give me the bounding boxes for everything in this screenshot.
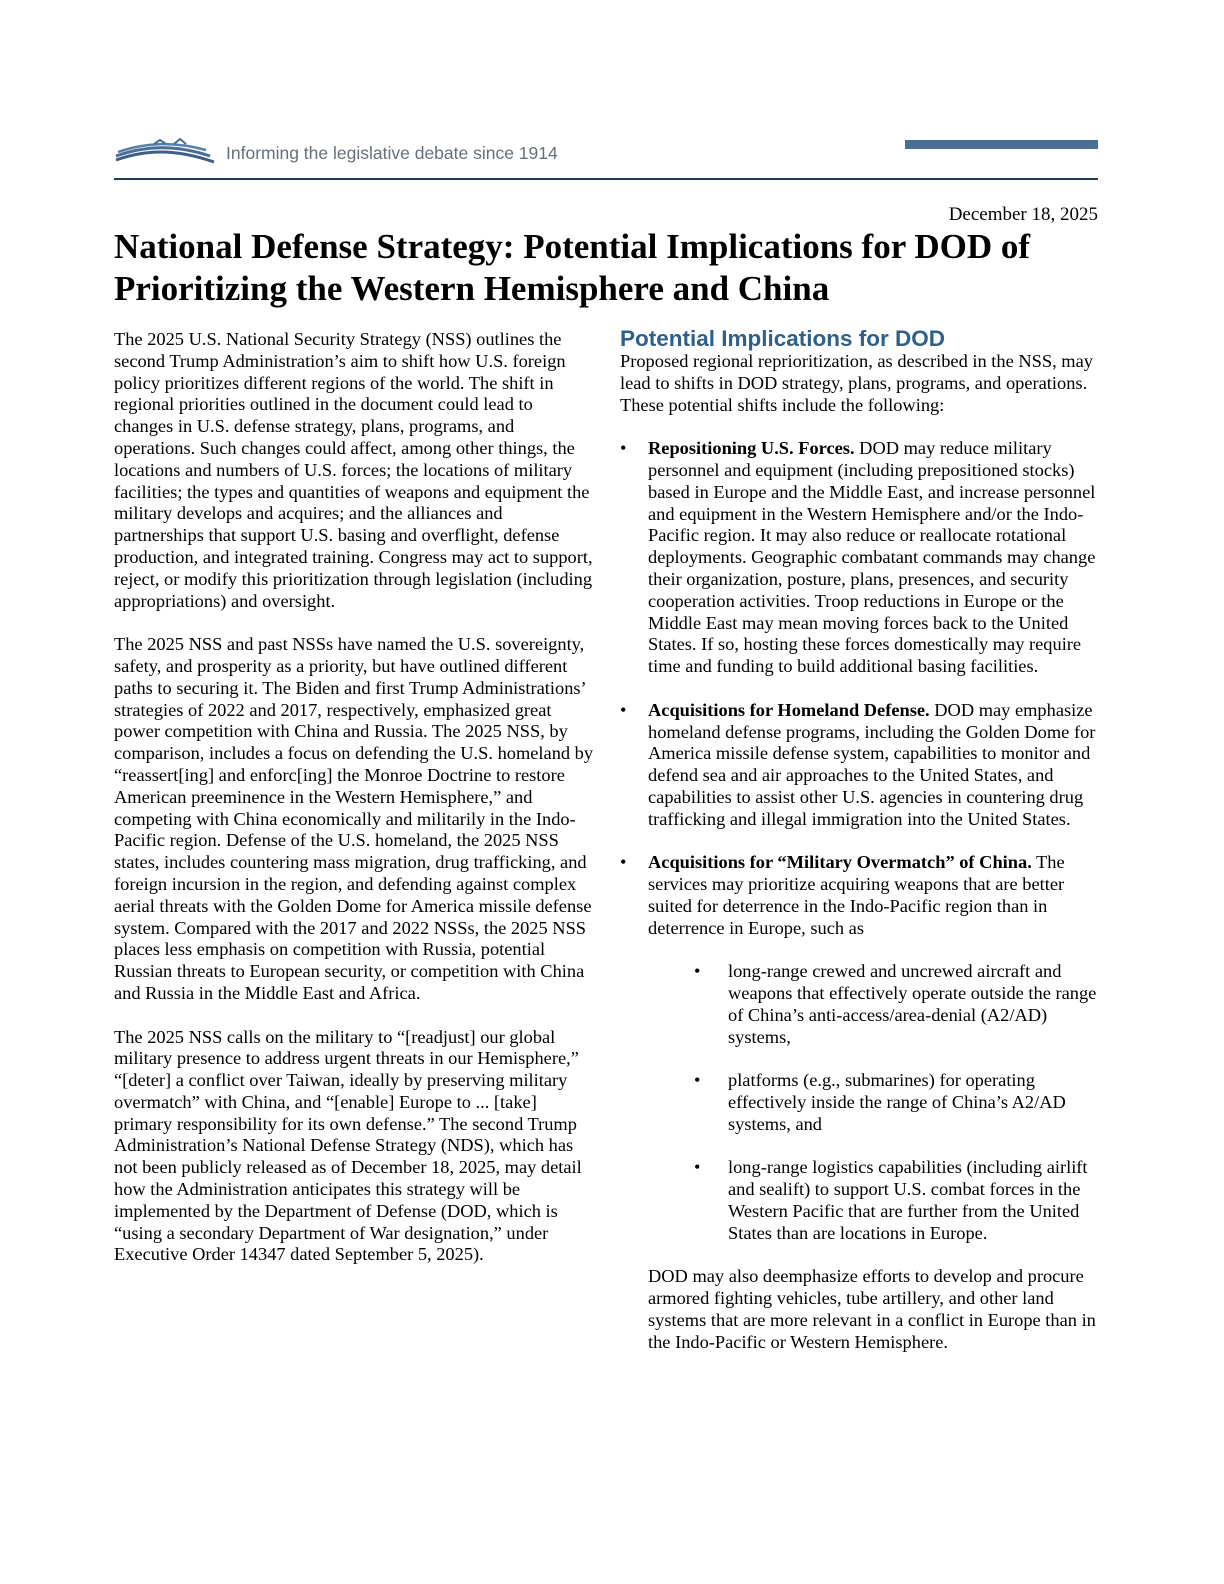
bullet-title: Acquisitions for Homeland Defense. [648, 699, 930, 720]
sub-list-item: • long-range logistics capabilities (including airlift and sealift) to support U.S. combat forces in the Western Pacific that are further from the United States than are locations in Europe. [728, 1157, 1102, 1244]
bullet-title: Acquisitions for “Military Overmatch” of China. [648, 852, 1032, 873]
right-column [620, 327, 1102, 1375]
bullet-title: Repositioning U.S. Forces. [648, 438, 855, 459]
intro-paragraph: Proposed regional reprioritization, as described in the NSS, may lead to shifts in DOD strategy, plans, programs, and operations. These potential shifts include the following: [620, 351, 1093, 415]
paragraph: The 2025 NSS and past NSSs have named the U.S. sovereignty, safety, and prosperity as a priority, but have outlined different paths to securing it. The Biden and first Trump Administrations’ strategies of 2022 and 2017, respectively, emphasized great power competition with China and Russia. The 2025 NSS, by comparison, includes a focus on defending the U.S. homeland by “reassert[ing] and enforc[ing] the Monroe Doctrine to restore American preeminence in the Western Hemisphere,” and competing with China economically and militarily in the Indo-Pacific region. Defense of the U.S. homeland, the 2025 NSS states, includes countering mass migration, drug trafficking, and foreign incursion in the region, and defending against complex aerial threats with the Golden Dome for America missile defense system. Compared with the 2017 and 2022 NSSs, the 2025 NSS places less emphasis on competition with Russia, potential Russian threats to European security, or competition with China and Russia in the Middle East and Africa. [114, 634, 594, 1003]
bullet-text: DOD may emphasize homeland defense programs, including the Golden Dome for America missile defense system, capabilities to monitor and defend sea and air approaches to the United States, and capabilities to assist other U.S. agencies in countering drug trafficking and illegal immigration into the United States. [648, 699, 1096, 829]
bullet-text: The services may prioritize acquiring weapons that are better suited for deterrence in the Indo-Pacific region than in deterrence in Europe, such as [648, 852, 1065, 938]
header-tagline: Informing the legislative debate since 1914 [226, 143, 558, 163]
implications-list [620, 438, 1102, 1244]
sub-list [648, 961, 1102, 1244]
header-divider [114, 178, 1098, 180]
list-item [620, 438, 1102, 678]
list-item [620, 700, 1102, 831]
header-accent-bar [905, 140, 1098, 149]
sub-list-item: • long-range crewed and uncrewed aircraft and weapons that effectively operate outside the range of China’s anti-access/area-denial (A2/AD) systems, [728, 961, 1102, 1048]
sub-list-item: • platforms (e.g., submarines) for operating effectively inside the range of China’s A2/AD systems, and [728, 1070, 1102, 1135]
left-column [114, 329, 596, 1288]
paragraph: The 2025 NSS calls on the military to “[readjust] our global military presence to address urgent threats in our Hemisphere,” “[deter] a conflict over Taiwan, ideally by preserving military overmatch” with China, and “[enable] Europe to ... [take] primary responsibility for its own defense.” The second Trump Administration’s National Defense Strategy (NDS), which has not been publicly released as of December 18, 2025, may detail how the Administration anticipates this strategy will be implemented by the Department of Defense (DOD, which is “using a secondary Department of War designation,” under Executive Order 14347 dated September 5, 2025). [114, 1026, 582, 1265]
closing-paragraph: DOD may also deemphasize efforts to develop and procure armored fighting vehicles, tube artillery, and other land systems that are more relevant in a conflict in Europe than in the Indo-Pacific or Western Hemisphere. [648, 1266, 1096, 1352]
section-heading: Potential Implications for DOD [620, 326, 946, 351]
paragraph: The 2025 U.S. National Security Strategy (NSS) outlines the second Trump Administration’s aim to shift how U.S. foreign policy prioritizes different regions of the world. The shift in regional priorities outlined in the document could lead to changes in U.S. defense strategy, plans, programs, and operations. Such changes could affect, among other things, the locations and numbers of U.S. forces; the locations of military facilities; the types and quantities of weapons and equipment the military develops and acquires; and the alliances and partnerships that support U.S. basing and overflight, defense production, and integrated training. Congress may act to support, reject, or modify this prioritization through legislation (including appropriations) and oversight. [114, 329, 593, 611]
publication-date: December 18, 2025 [948, 204, 1098, 225]
bullet-text: DOD may reduce military personnel and equipment (including prepositioned stocks) based in Europe and the Middle East, and increase personnel and equipment in the Western Hemisphere and/or the Indo-Pacific region. It may also reduce or reallocate rotational deployments. Geographic combatant commands may change their organization, posture, plans, presences, and security cooperation activities. Troop reductions in Europe or the Middle East may mean moving forces back to the United States. If so, hosting these forces domestically may require time and funding to build additional basing facilities. [648, 438, 1096, 677]
crs-logo-icon [114, 138, 218, 168]
page-title: National Defense Strategy: Potential Implications for DOD of Prioritizing the Western Hemisphere and China [114, 227, 1031, 308]
list-item [620, 852, 1102, 1244]
page-header [114, 132, 1098, 180]
